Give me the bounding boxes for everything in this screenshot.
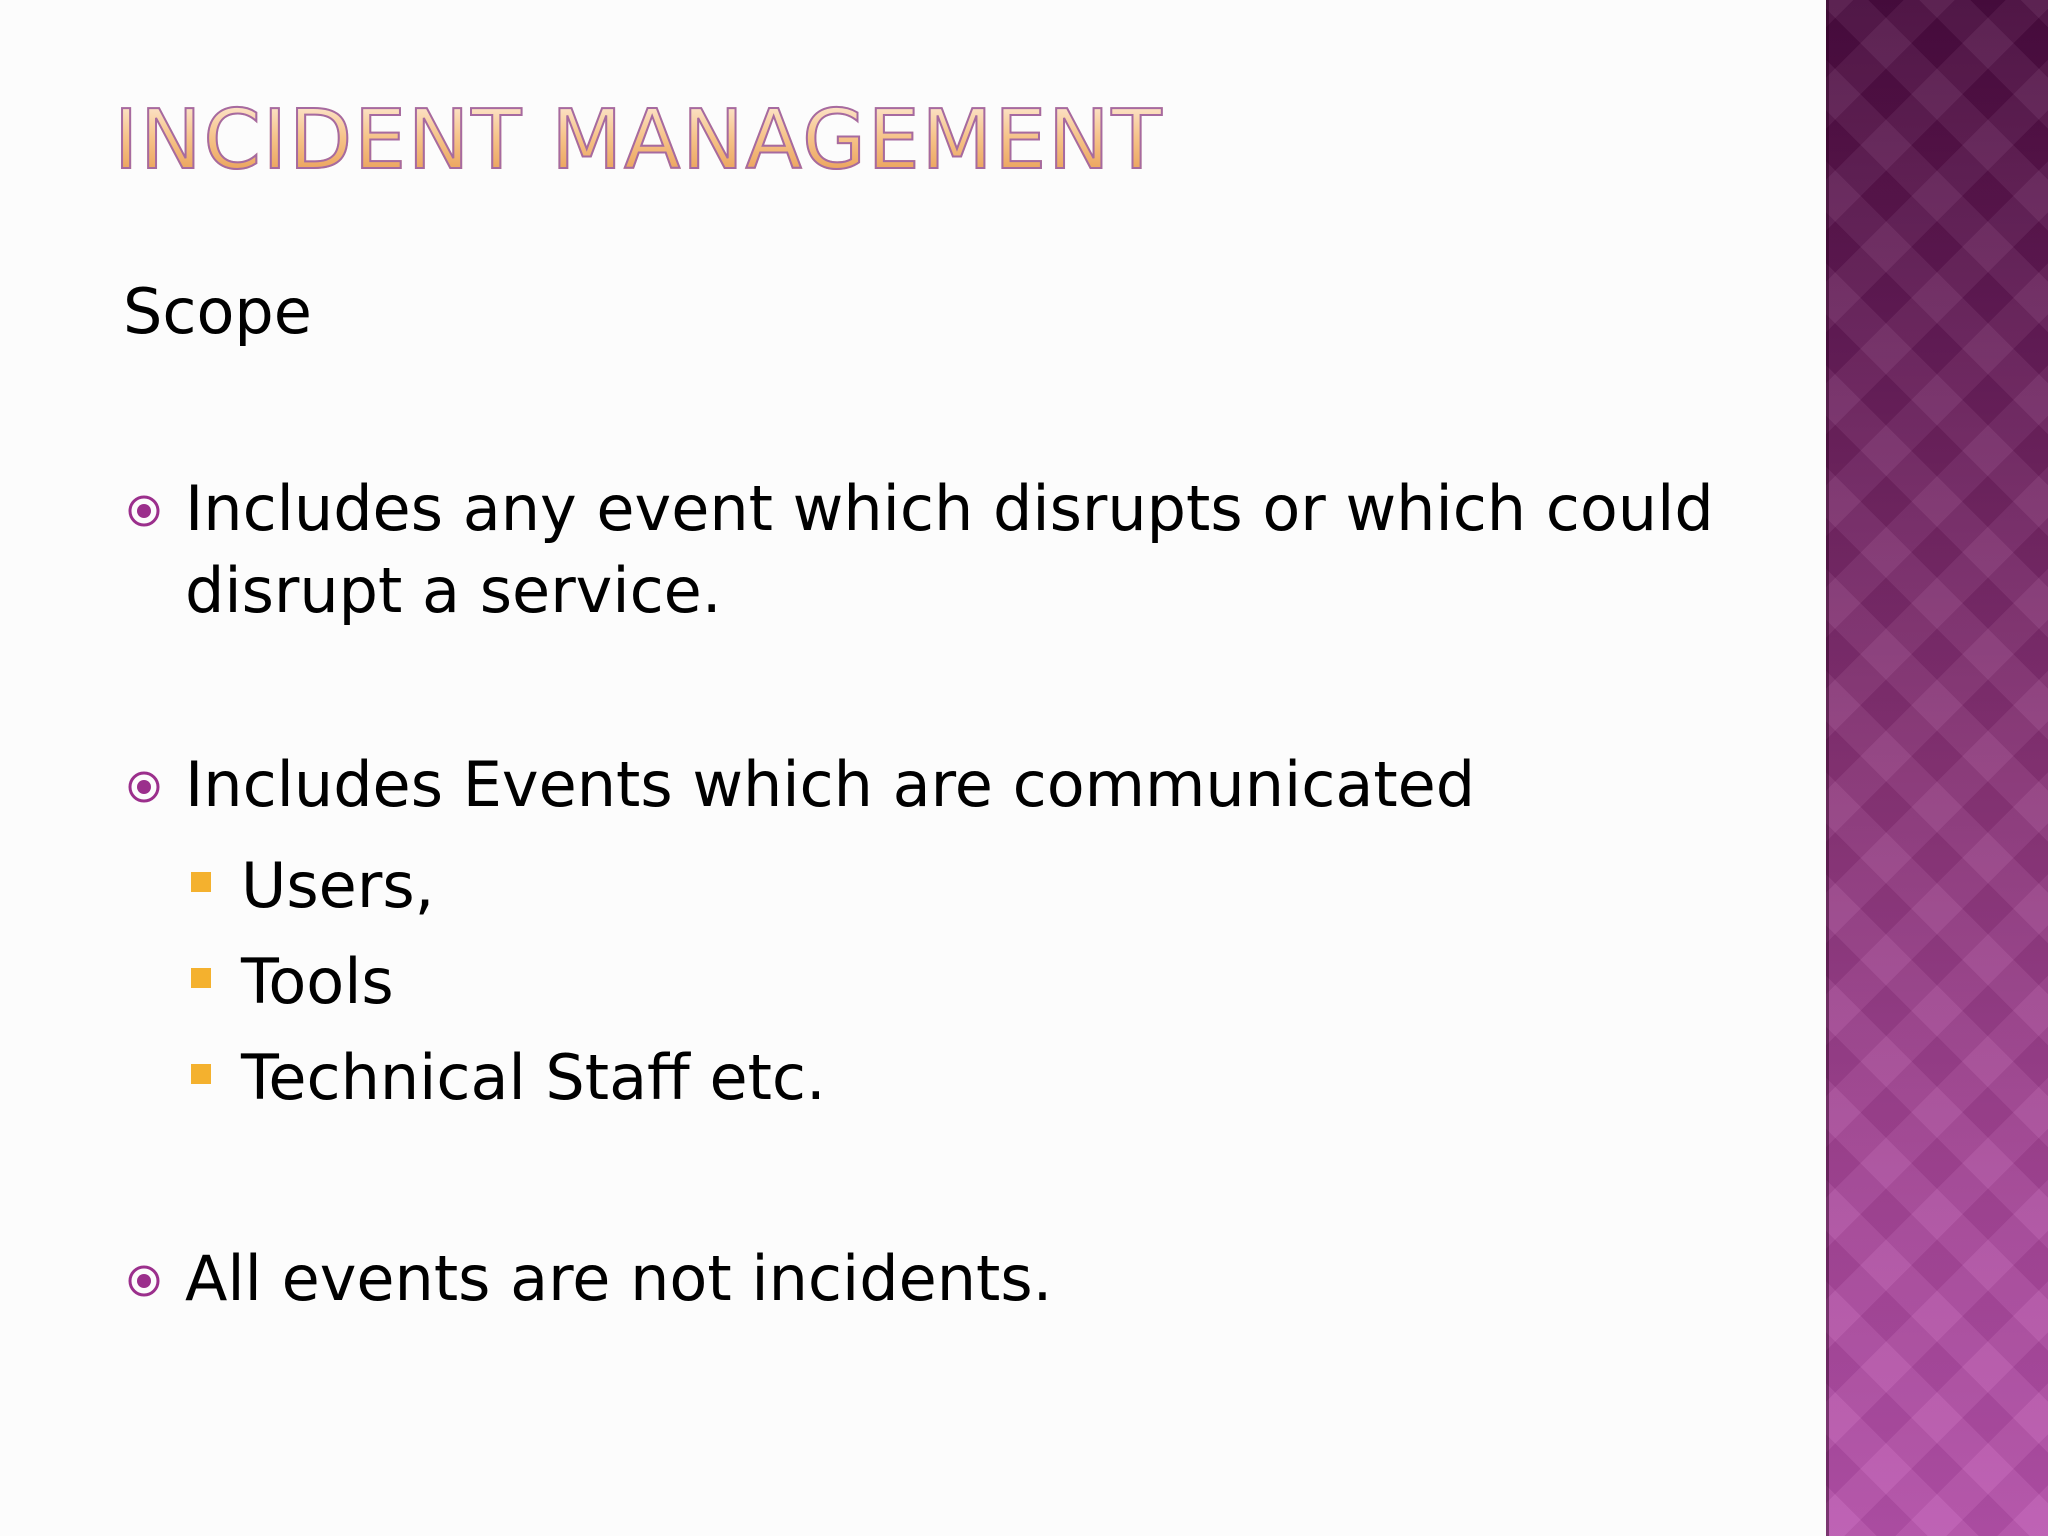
- sub-bullet-list: [185, 838, 1763, 1126]
- square-bullet-icon: [191, 872, 211, 892]
- sub-bullet-item: [185, 934, 1763, 1030]
- circled-dot-bullet-icon: [127, 770, 161, 804]
- square-bullet-icon: [191, 1064, 211, 1084]
- bullet-text: All events are not incidents.: [185, 1242, 1053, 1315]
- section-heading: Scope: [123, 275, 312, 348]
- decorative-side-panel: [1826, 0, 2048, 1536]
- bullet-item-3: [123, 1238, 1763, 1320]
- bullet-item-1: [123, 468, 1763, 632]
- circled-dot-bullet-icon: [127, 494, 161, 528]
- bullet-text: Includes any event which disrupts or which could disrupt a service.: [185, 472, 1714, 627]
- sub-bullet-text: Tools: [241, 945, 394, 1018]
- bullet-text: Includes Events which are communicated: [185, 748, 1476, 821]
- sub-bullet-text: Technical Staff etc.: [241, 1041, 826, 1114]
- circled-dot-bullet-icon: [127, 1264, 161, 1298]
- sub-bullet-text: Users,: [241, 849, 435, 922]
- sub-bullet-item: [185, 838, 1763, 934]
- square-bullet-icon: [191, 968, 211, 988]
- sub-bullet-item: [185, 1030, 1763, 1126]
- slide-title: INCIDENT MANAGEMENT: [114, 93, 1164, 188]
- slide-body: [123, 272, 1763, 1320]
- bullet-item-2: [123, 744, 1763, 1126]
